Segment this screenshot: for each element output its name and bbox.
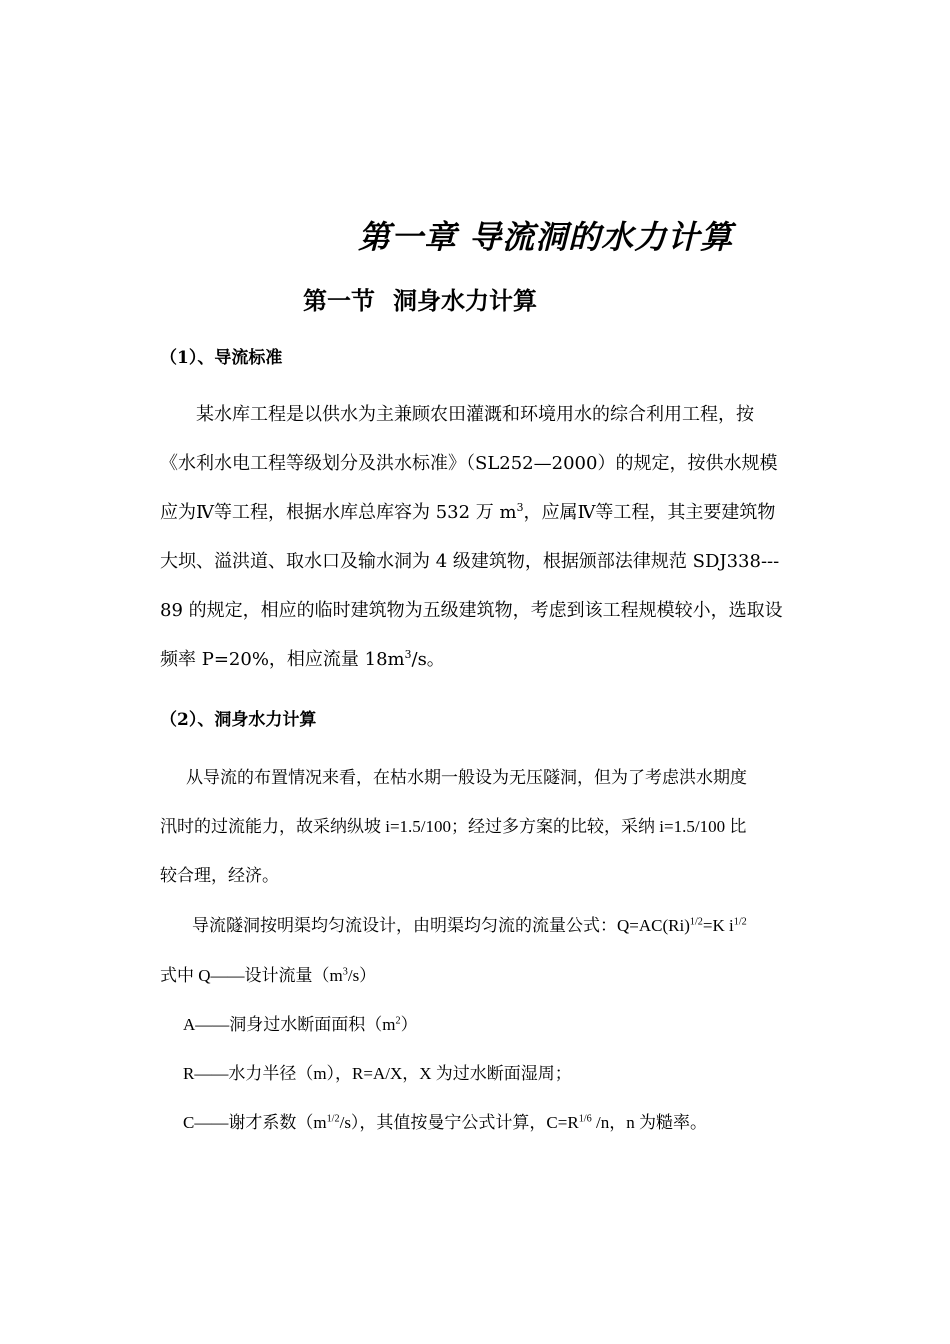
section-number: 第一节 xyxy=(303,286,375,315)
para1-line5: 89 的规定，相应的临时建筑物为五级建筑物，考虑到该工程规模较小，选取设 xyxy=(160,600,783,621)
definition-c: C——谢才系数$(m^{1/2}/s)$，其值按曼宁公式计算，$C=R^{1/6}$ /n，n 为糙率。 xyxy=(183,1113,707,1132)
section-name: 洞身水力计算 xyxy=(393,286,537,315)
para1-line2: 《水利水电工程等级划分及洪水标准》（SL252—2000）的规定，按供水规模 xyxy=(160,453,778,474)
definition-q: 式中 Q——设计流量$(m^3/s)$ xyxy=(160,966,377,985)
para2-line2: 汛时的过流能力，故采纳纵坡 i=1.5/100；经过多方案的比较，采纳 i=1.5/100 比 xyxy=(160,817,747,836)
para1-line4: 大坝、溢洪道、取水口及输水洞为 4 级建筑物，根据颁部法律规范 SDJ338--- xyxy=(160,551,780,572)
para1-line6: 频率 P=20%，相应流量 $18m^3/s$。 xyxy=(160,648,445,670)
formula-line: 导流隧洞按明渠均匀流设计，由明渠均匀流的流量公式：$Q=AC(Ri)^{1/2}=K$ $i^{1/2}$ xyxy=(192,916,747,935)
para2-line1: 从导流的布置情况来看，在枯水期一般设为无压隧洞，但为了考虑洪水期度 xyxy=(186,768,747,787)
definition-a: A——洞身过水断面面积$(m^2)$ xyxy=(183,1015,418,1034)
heading-flood-standard: （1）、导流标准 xyxy=(160,348,283,368)
heading-tunnel-hydraulics: （2）、洞身水力计算 xyxy=(160,710,317,730)
definition-r: R——水力半径（m），R=A/X，X 为过水断面湿周； xyxy=(183,1064,572,1083)
section-title xyxy=(303,281,537,316)
chapter-title: 第一章 导流洞的水力计算 xyxy=(358,218,734,256)
para1-line1: 某水库工程是以供水为主兼顾农田灌溉和环境用水的综合利用工程，按 xyxy=(196,404,754,425)
para1-line3: 应为Ⅳ等工程，根据水库总库容为 532 万 $m^3$，应属Ⅳ等工程，其主要建筑物 xyxy=(160,501,776,523)
para2-line3: 较合理，经济。 xyxy=(160,866,279,885)
